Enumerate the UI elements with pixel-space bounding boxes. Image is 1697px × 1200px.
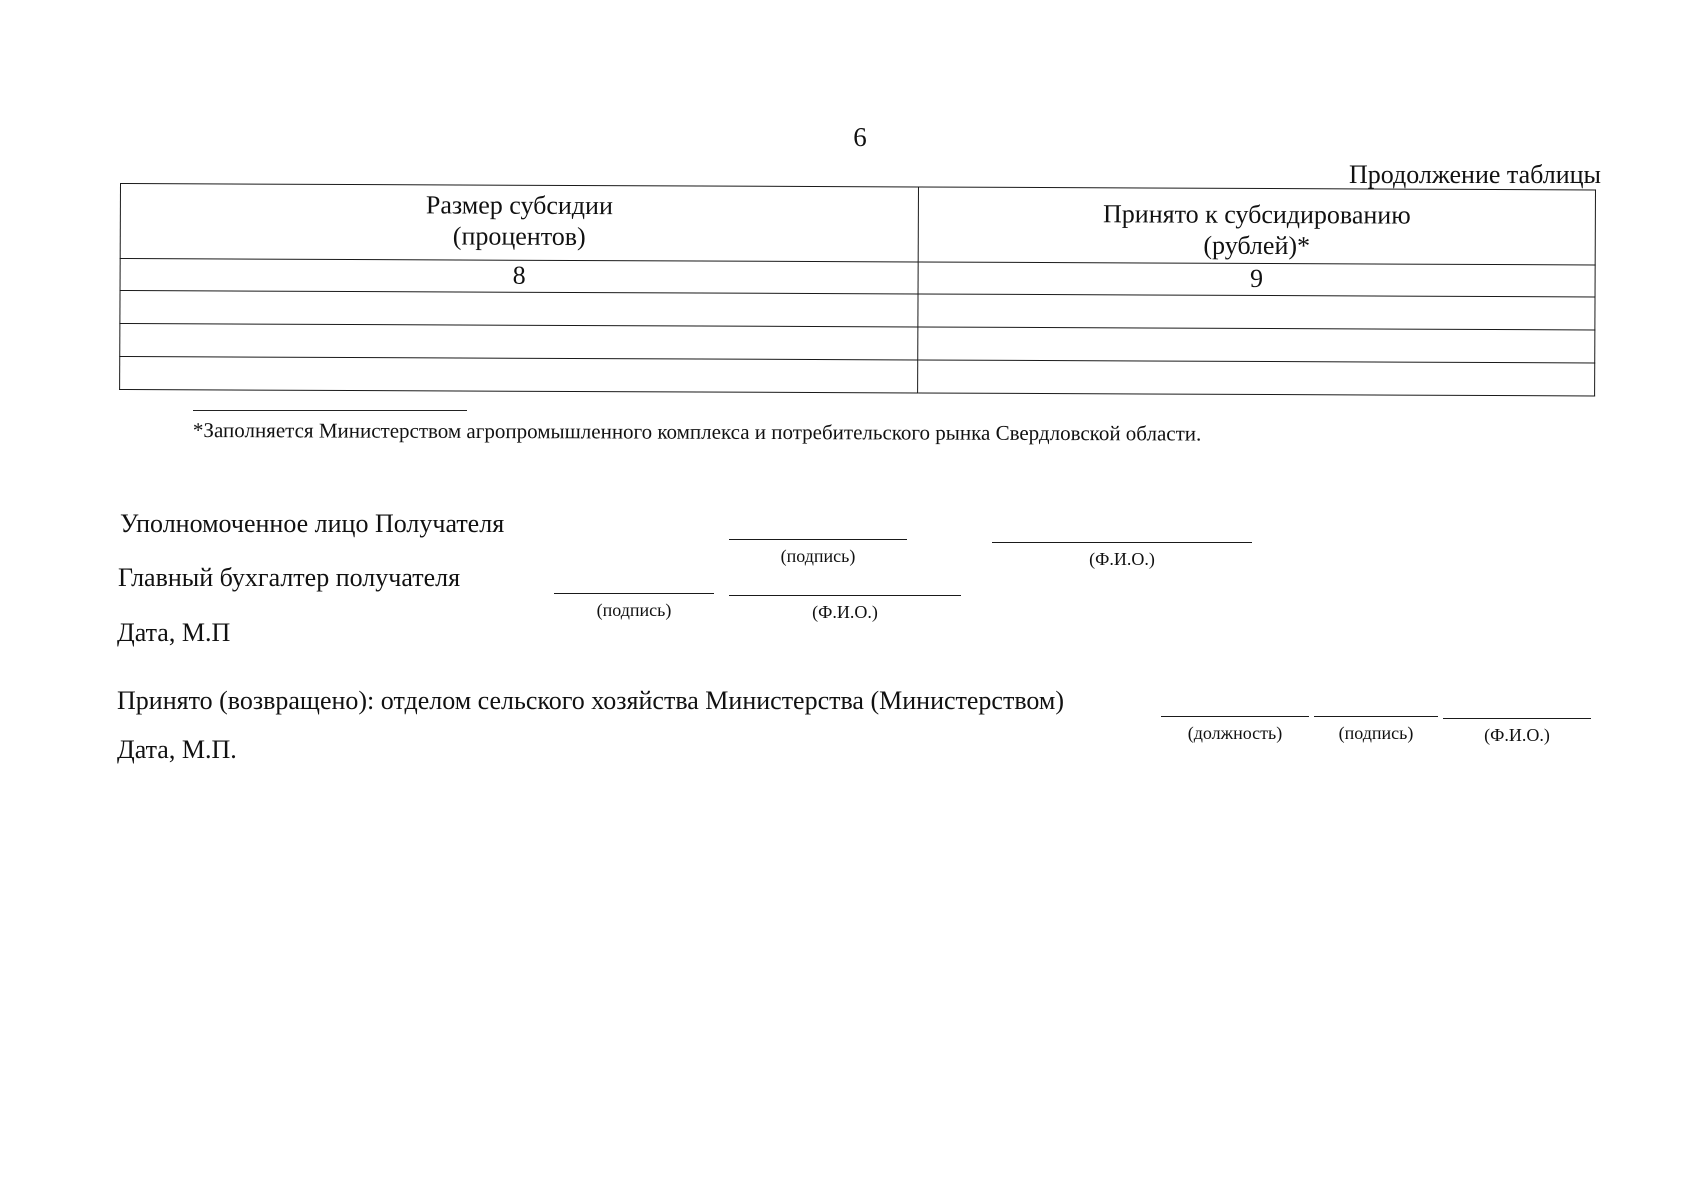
authorized-person-name-line[interactable]	[992, 542, 1252, 543]
footnote: *Заполняется Министерством агропромышленного комплекса и потребительского рынка Свердловской области.	[192, 418, 1202, 446]
table-row	[120, 357, 1595, 396]
column-index-9: 9	[918, 262, 1595, 297]
header-subsidy-size	[120, 184, 918, 262]
table-cell[interactable]	[918, 294, 1595, 330]
date-stamp-1: Дата, М.П	[117, 618, 231, 647]
chief-accountant-label: Главный бухгалтер получателя	[118, 563, 461, 592]
continuation-title: Продолжение таблицы	[1349, 160, 1601, 189]
chief-accountant-name-line[interactable]	[729, 595, 961, 596]
authorized-person-signature-caption: (подпись)	[780, 546, 856, 566]
authorized-person-label: Уполномоченное лицо Получателя	[120, 509, 505, 538]
accepted-signature-line[interactable]	[1314, 716, 1438, 717]
header-accepted-amount-line1: Принято к субсидированию	[1102, 199, 1411, 230]
table-cell[interactable]	[120, 357, 918, 393]
table-cell[interactable]	[918, 360, 1595, 396]
table-header-row	[120, 184, 1595, 265]
accepted-position-line[interactable]	[1161, 716, 1309, 717]
chief-accountant-name-caption: (Ф.И.О.)	[812, 602, 878, 622]
accepted-name-line[interactable]	[1443, 718, 1591, 719]
authorized-person-signature-line[interactable]	[729, 539, 907, 540]
header-subsidy-size-line2: (процентов)	[452, 221, 586, 252]
header-accepted-amount-line2: (рублей)*	[1203, 230, 1311, 261]
authorized-person-name-caption: (Ф.И.О.)	[1089, 549, 1155, 569]
column-index-8: 8	[120, 259, 918, 294]
header-accepted-amount	[918, 187, 1595, 265]
table-cell[interactable]	[120, 324, 918, 360]
table-cell[interactable]	[918, 327, 1595, 363]
accepted-signature-caption: (подпись)	[1338, 723, 1414, 743]
page-number: 6	[853, 122, 867, 152]
table-cell[interactable]	[120, 291, 918, 327]
date-stamp-2: Дата, М.П.	[117, 735, 237, 764]
header-subsidy-size-line1: Размер субсидии	[425, 190, 613, 221]
footnote-separator	[193, 410, 467, 411]
chief-accountant-signature-line[interactable]	[554, 593, 714, 594]
accepted-label: Принято (возвращено): отделом сельского хозяйства Министерства (Министерством)	[117, 686, 1065, 715]
accepted-position-caption: (должность)	[1187, 723, 1283, 743]
subsidy-table	[119, 183, 1596, 396]
accepted-name-caption: (Ф.И.О.)	[1484, 725, 1550, 745]
chief-accountant-signature-caption: (подпись)	[596, 600, 672, 620]
